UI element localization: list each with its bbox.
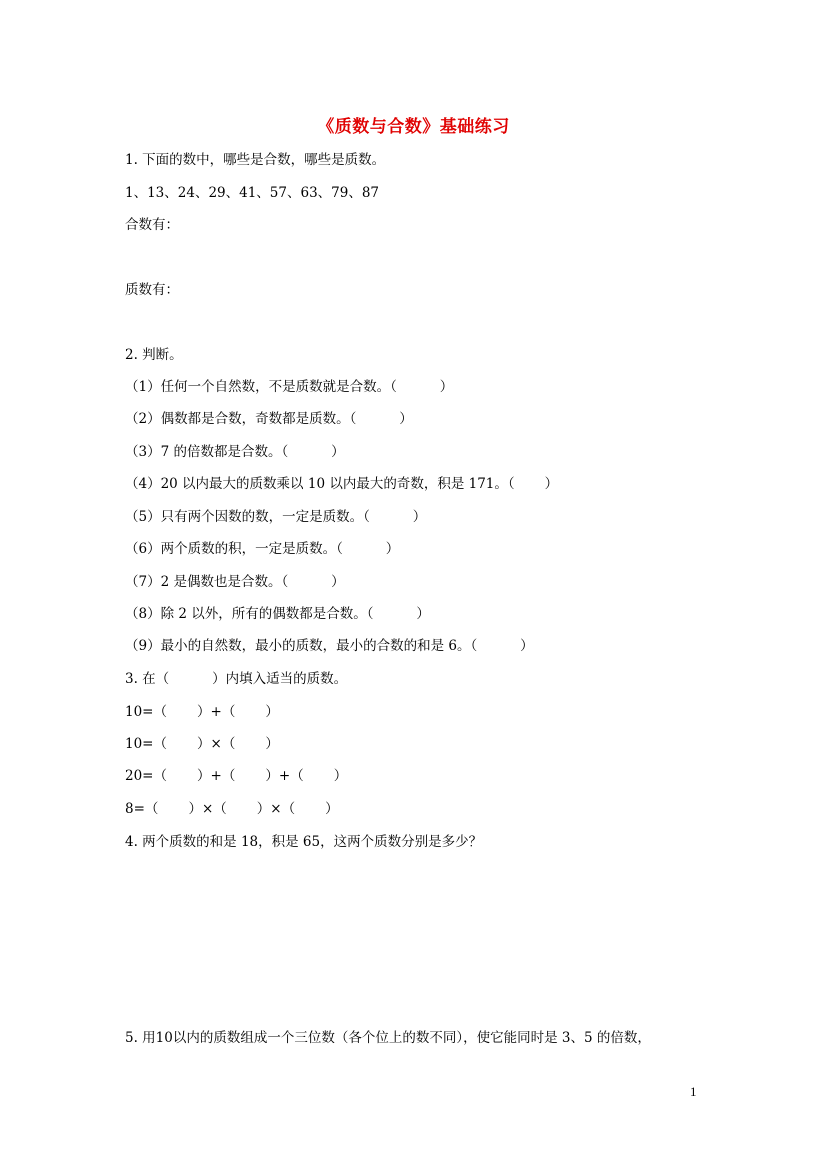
judgment-item: （1）任何一个自然数，不是质数就是合数。（ ） bbox=[125, 379, 454, 395]
prime-label: 质数有： bbox=[125, 282, 179, 298]
question-1-prompt: 1. 下面的数中，哪些是合数，哪些是质数。 bbox=[125, 152, 386, 168]
judgment-item: （6）两个质数的积，一定是质数。（ ） bbox=[125, 541, 400, 557]
fill-equation: 10=（ ）+（ ） bbox=[125, 704, 279, 720]
judgment-item: （3）7 的倍数都是合数。（ ） bbox=[125, 444, 345, 460]
judgment-item: （7）2 是偶数也是合数。（ ） bbox=[125, 574, 345, 590]
composite-label: 合数有： bbox=[125, 217, 179, 233]
judgment-item: （2）偶数都是合数，奇数都是质数。（ ） bbox=[125, 411, 413, 427]
page-number: 1 bbox=[690, 1084, 697, 1099]
worksheet-title: 《质数与合数》基础练习 bbox=[317, 117, 510, 137]
fill-equation: 10=（ ）×（ ） bbox=[125, 736, 279, 752]
judgment-item: （9）最小的自然数，最小的质数，最小的合数的和是 6。（ ） bbox=[125, 638, 534, 654]
question-2-prompt: 2. 判断。 bbox=[125, 347, 183, 363]
question-3-prompt: 3. 在（ ）内填入适当的质数。 bbox=[125, 671, 348, 687]
question-4-prompt: 4. 两个质数的和是 18，积是 65，这两个质数分别是多少？ bbox=[125, 834, 483, 850]
judgment-item: （4）20 以内最大的质数乘以 10 以内最大的奇数，积是 171。（ ） bbox=[125, 476, 559, 492]
judgment-item: （5）只有两个因数的数，一定是质数。（ ） bbox=[125, 509, 427, 525]
question-1-numbers: 1、13、24、29、41、57、63、79、87 bbox=[125, 185, 380, 201]
fill-equation: 8=（ ）×（ ）×（ ） bbox=[125, 801, 339, 817]
fill-equation: 20=（ ）+（ ）+（ ） bbox=[125, 768, 348, 784]
judgment-item: （8）除 2 以外，所有的偶数都是合数。（ ） bbox=[125, 606, 430, 622]
question-5-prompt: 5. 用10以内的质数组成一个三位数（各个位上的数不同），使它能同时是 3、5 的倍数， bbox=[125, 1030, 651, 1046]
